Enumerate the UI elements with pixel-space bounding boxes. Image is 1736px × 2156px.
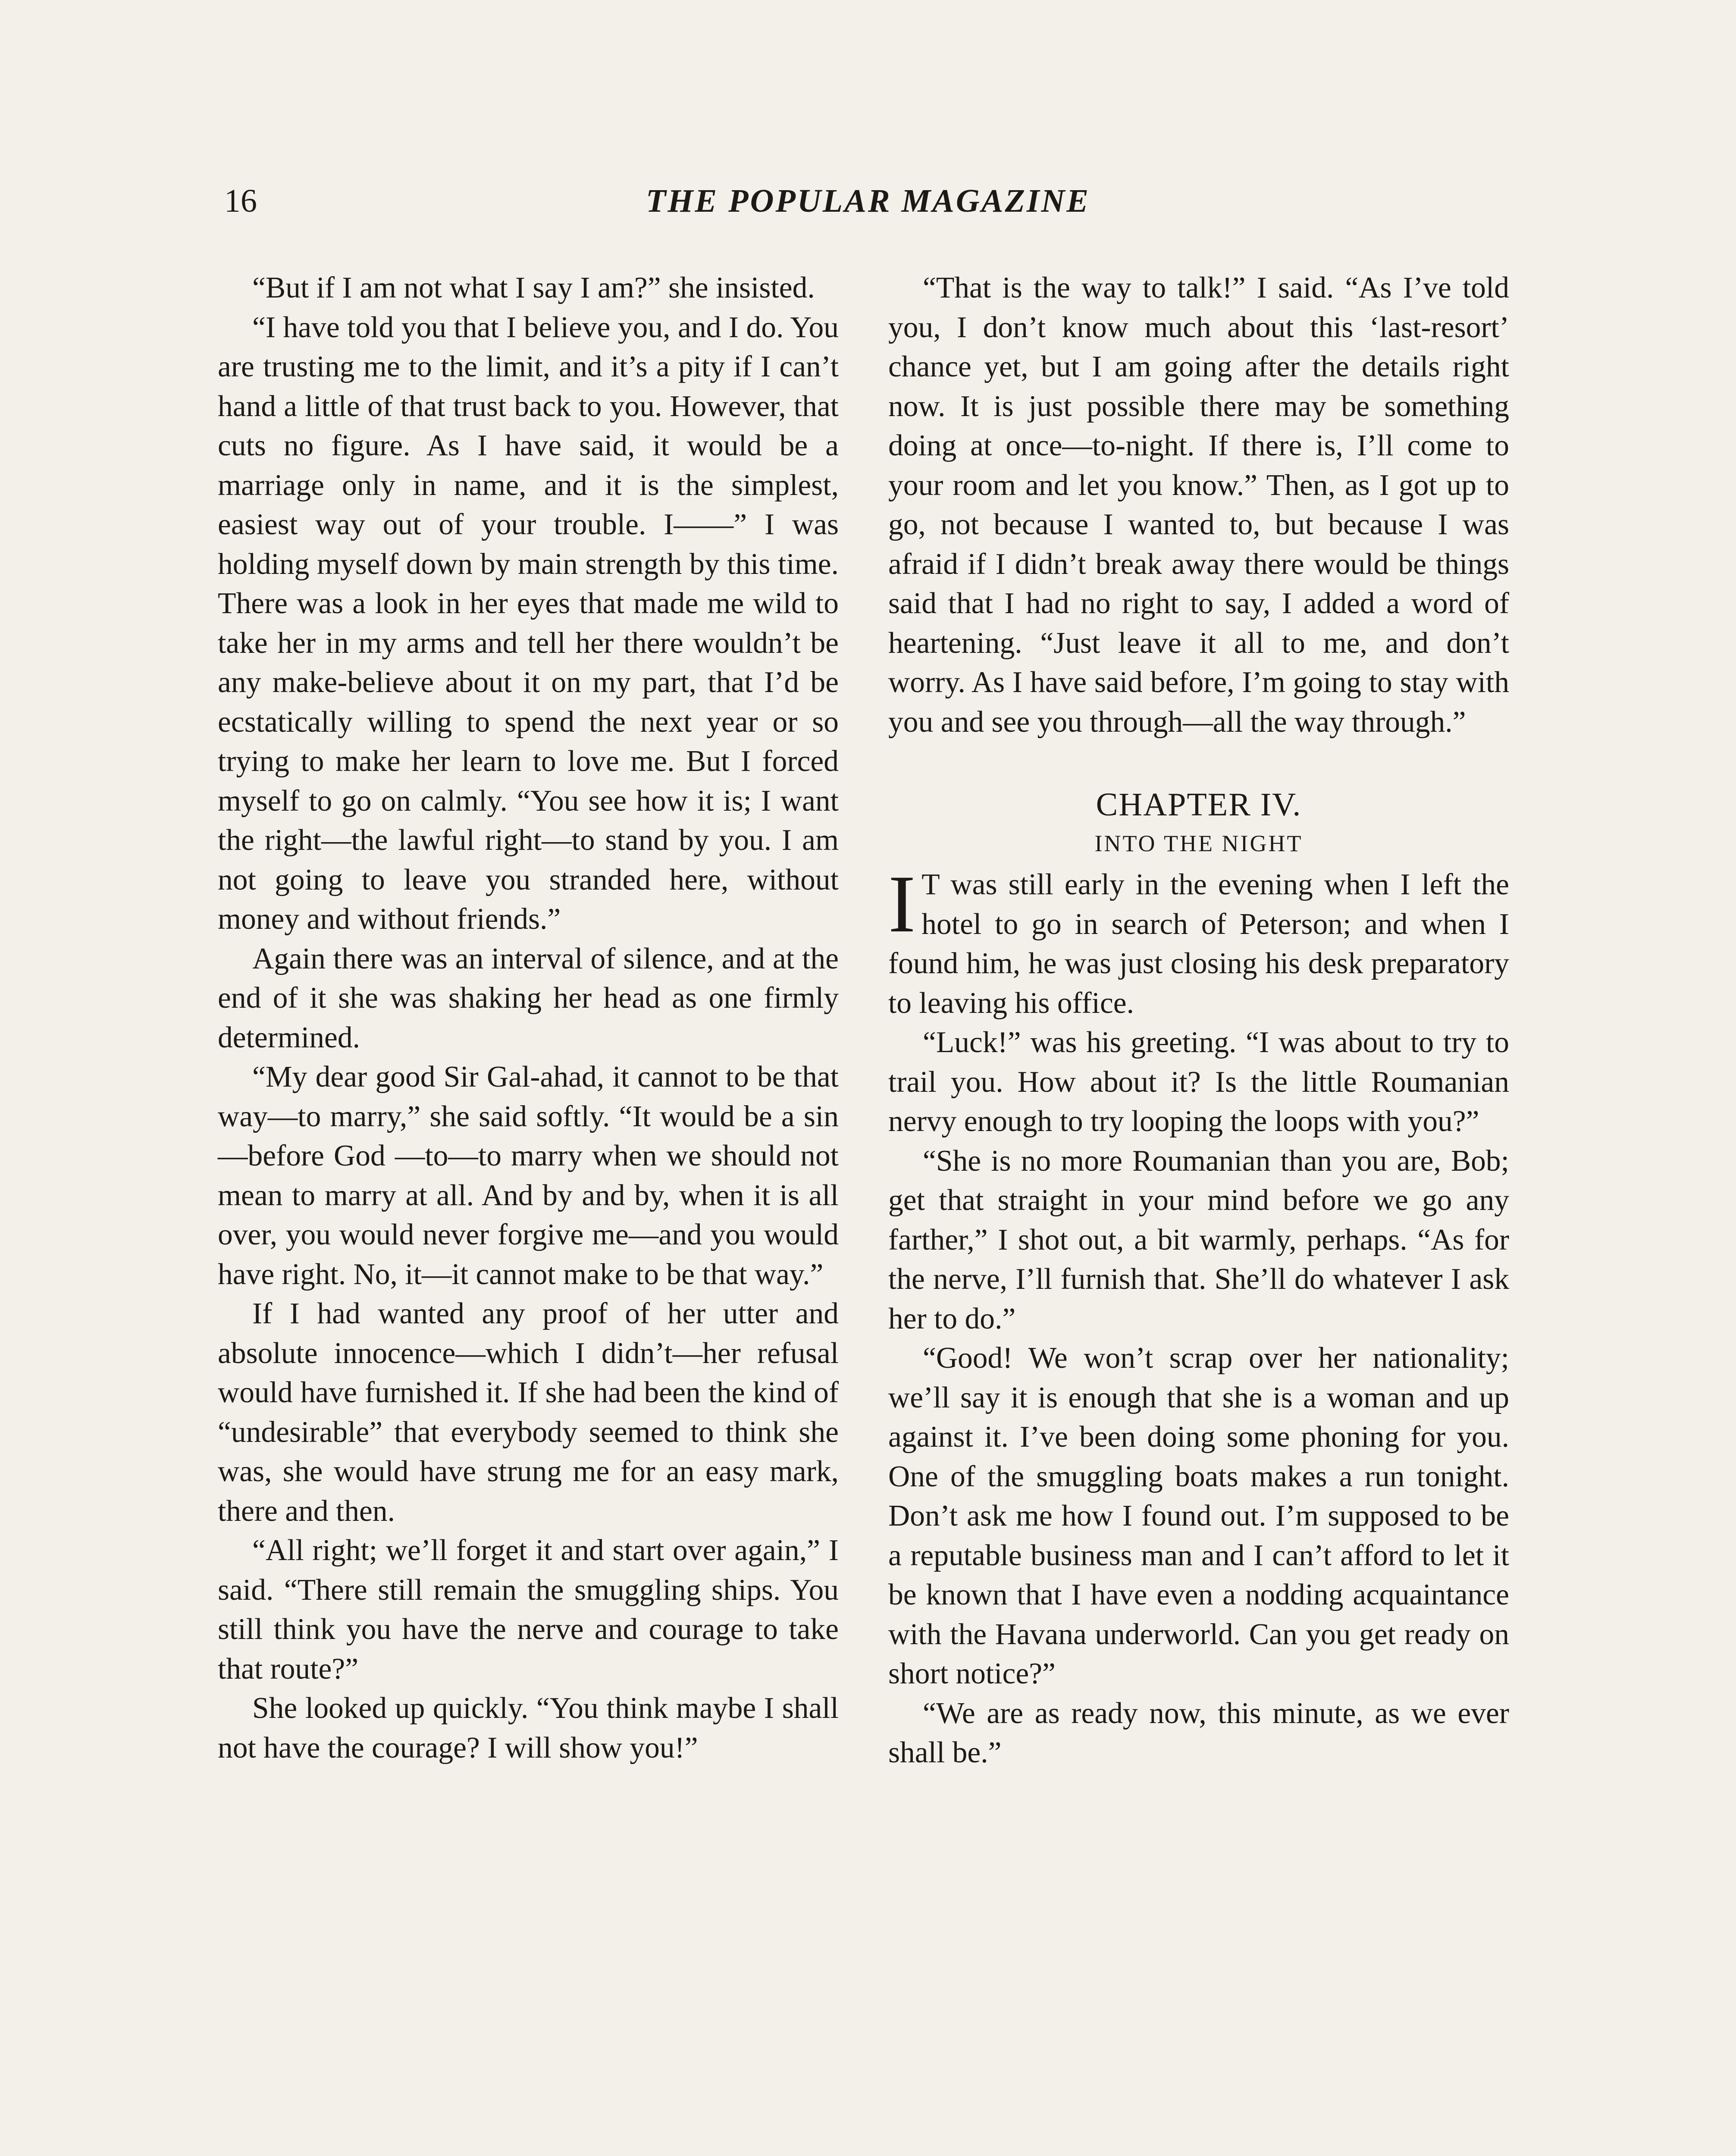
paragraph: “We are as ready now, this minute, as we ever shall be.” — [888, 1696, 1509, 1769]
paragraph: She looked up quickly. “You think maybe I shall not have the courage? I will show you!” — [218, 1692, 839, 1764]
page-number: 16 — [224, 183, 257, 219]
opening-text: T was still early in the evening when I left the hotel to go in search of Peterson; and when I found him, he was just closing his desk preparatory to leaving his office. — [888, 868, 1509, 1020]
paragraph: “But if I am not what I say I am?” she insisted. — [252, 271, 815, 304]
chapter-heading: CHAPTER IV. — [1096, 787, 1302, 823]
left-column — [218, 268, 839, 1767]
paragraph: If I had wanted any proof of her utter and absolute innocence—which I didn’t—her refusal would have furnished it. If she had been the kind of “undesirable” that everybody seemed to think she was, she would have strung me for an easy mark, there and then. — [218, 1297, 839, 1528]
chapter-subtitle: INTO THE NIGHT — [1094, 830, 1303, 856]
running-head: THE POPULAR MAGAZINE — [646, 183, 1090, 219]
chapter-opening-paragraph — [888, 859, 1509, 1023]
paragraph: “All right; we’ll forget it and start over again,” I said. “There still remain the smuggling ships. You still think you have the nerve and courage to take that route?” — [218, 1534, 839, 1686]
paragraph: “That is the way to talk!” I said. “As I’ve told you, I don’t know much about this ‘last-resort’ chance yet, but I am going after the details right now. It is just possible there may be something doing at once—to-night. If there is, I’ll come to your room and let you know.” Then, as I got up to go, not because I wanted to, but because I was afraid if I didn’t break away there would be things said that I had no right to say, I added a word of heartening. “Just leave it all to me, and don’t worry. As I have said before, I’m going to stay with you and see you through—all the way through.” — [888, 271, 1509, 739]
paragraph: “My dear good Sir Gal-ahad, it cannot to be that way—to marry,” she said softly. “It would be a sin—before God —to—to marry when we should not mean to marry at all. And by and by, when it is all over, you would never forgive me—and you would have right. No, it—it cannot make to be that way.” — [218, 1060, 839, 1291]
paragraph: “She is no more Roumanian than you are, Bob; get that straight in your mind before we go any farther,” I shot out, a bit warmly, perhaps. “As for the nerve, I’ll furnish that. She’ll do whatever I ask her to do.” — [888, 1144, 1509, 1335]
right-column — [888, 268, 1509, 1773]
paragraph: “Good! We won’t scrap over her nationality; we’ll say it is enough that she is a woman and up against it. I’ve been doing some phoning for you. One of the smuggling boats makes a run tonight. Don’t ask me how I found out. I’m supposed to be a reputable business man and I can’t afford to let it be known that I have even a nodding acquaintance with the Havana underworld. Can you get ready on short notice?” — [888, 1341, 1509, 1690]
paragraph: “I have told you that I believe you, and I do. You are trusting me to the limit, and it’s a pity if I can’t hand a little of that trust back to you. However, that cuts no figure. As I have said, it would be a marriage only in name, and it is the simplest, easiest way out of your trouble. I——” I was holding myself down by main strength by this time. There was a look in her eyes that made me wild to take her in my arms and tell her there wouldn’t be any make-believe about it on my part, that I’d be ecstatically willing to spend the next year or so trying to make her learn to love me. But I forced myself to go on calmly. “You see how it is; I want the right—the lawful right—to stand by you. I am not going to leave you stranded here, without money and without friends.” — [218, 310, 839, 936]
drop-cap: I — [888, 859, 916, 950]
paragraph: “Luck!” was his greeting. “I was about to try to trail you. How about it? Is the little Roumanian nervy enough to try looping the loops with you?” — [888, 1026, 1509, 1138]
paragraph: Again there was an interval of silence, and at the end of it she was shaking her head as one firmly determined. — [218, 942, 839, 1054]
